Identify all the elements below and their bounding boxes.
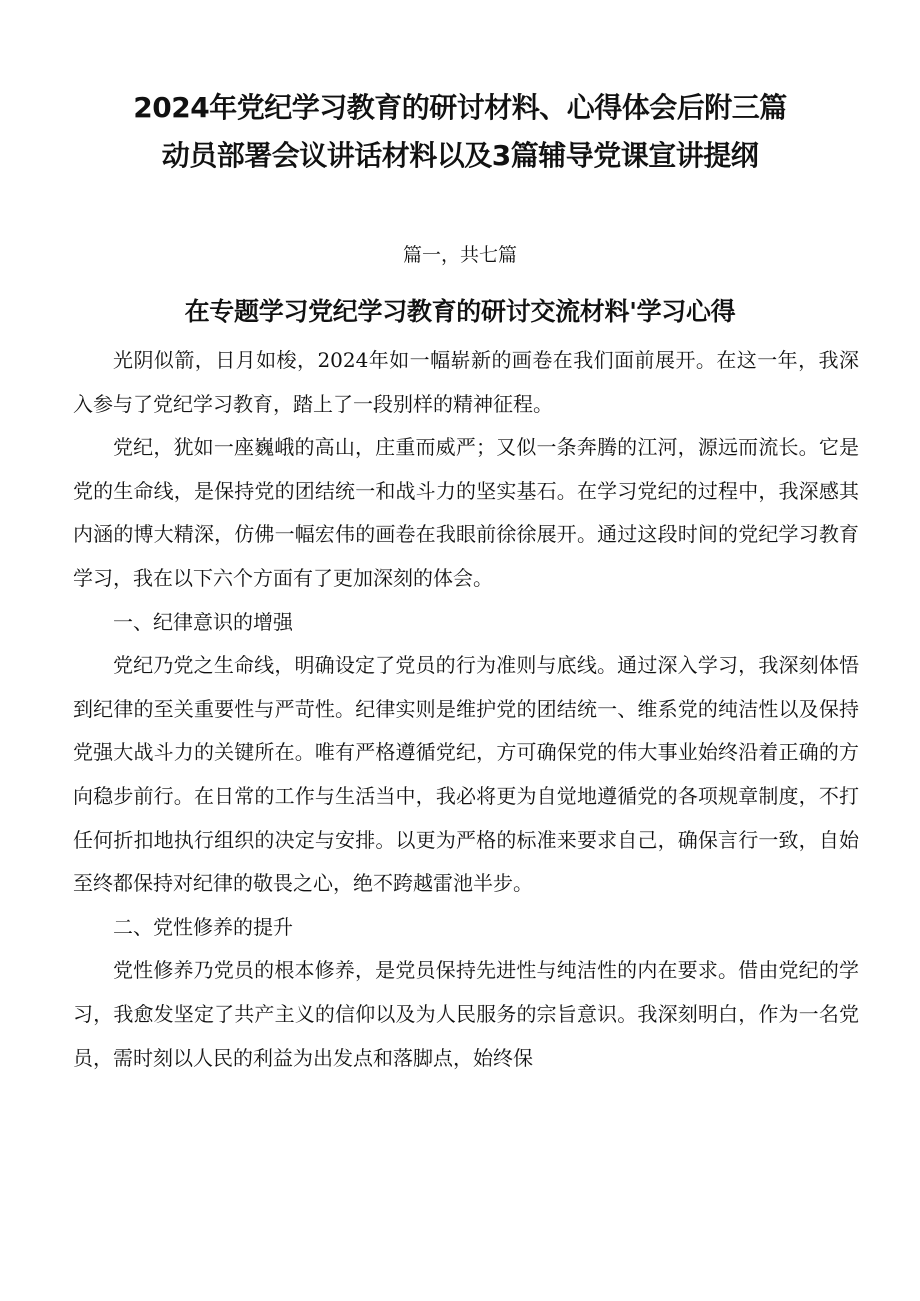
subheading-discipline-awareness: 一、纪律意识的增强 bbox=[113, 609, 293, 634]
section-heading: 在专题学习党纪学习教育的研讨交流材料'学习心得 bbox=[184, 297, 736, 326]
paragraph-party-spirit: 党性修养乃党员的根本修养，是党员保持先进性与纯洁性的内在要求。借由党纪的学习，我愈发坚定了共产主义的信仰以及为人民服务的宗旨意识。我深刻明白，作为一名党员，需时刻以人民的利益为出发点和落脚点，始终保 bbox=[73, 958, 859, 1070]
paragraph-intro: 光阴似箭，日月如梭，2024年如一幅崭新的画卷在我们面前展开。在这一年，我深入参与了党纪学习教育，踏上了一段别样的精神征程。 bbox=[73, 348, 859, 416]
subheading-party-spirit: 二、党性修养的提升 bbox=[113, 914, 293, 939]
document-title-line-1: 2024年党纪学习教育的研讨材料、心得体会后附三篇 bbox=[133, 91, 787, 124]
document-body bbox=[73, 339, 859, 1080]
paragraph-discipline-awareness: 党纪乃党之生命线，明确设定了党员的行为准则与底线。通过深入学习，我深刻体悟到纪律的至关重要性与严苛性。纪律实则是维护党的团结统一、维系党的纯洁性以及保持党强大战斗力的关键所在。唯有严格遵循党纪，方可确保党的伟大事业始终沿着正确的方向稳步前行。在日常的工作与生活当中，我必将更为自觉地遵循党的各项规章制度，不打任何折扣地执行组织的决定与安排。以更为严格的标准来要求自己，确保言行一致，自始至终都保持对纪律的敬畏之心，绝不跨越雷池半步。 bbox=[73, 653, 859, 896]
document-title-line-2: 动员部署会议讲话材料以及3篇辅导党课宣讲提纲 bbox=[161, 139, 759, 172]
paragraph-party-discipline: 党纪，犹如一座巍峨的高山，庄重而威严；又似一条奔腾的江河，源远而流长。它是党的生命线，是保持党的团结统一和战斗力的坚实基石。在学习党纪的过程中，我深感其内涵的博大精深，仿佛一幅宏伟的画卷在我眼前徐徐展开。通过这段时间的党纪学习教育学习，我在以下六个方面有了更加深刻的体会。 bbox=[73, 435, 859, 590]
part-label: 篇一，共七篇 bbox=[402, 244, 517, 266]
